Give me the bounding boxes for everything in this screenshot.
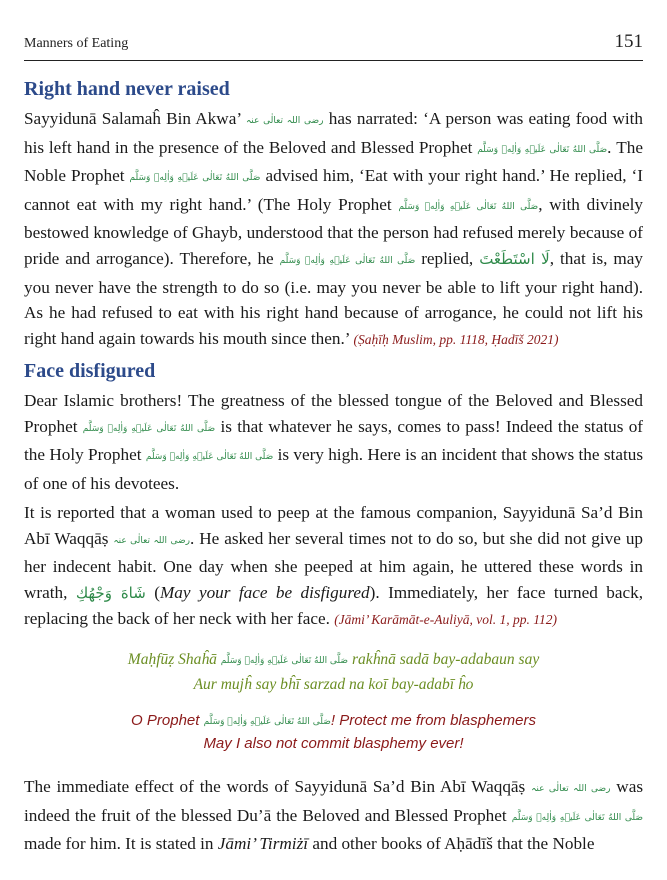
poem-line: Aur mujĥ say bĥī sarzad na koī bay-adabī ĥo [193, 676, 474, 693]
arabic-reply: لَا اسْتَطَعْتَ [479, 249, 550, 268]
poem-line: Maḥfūẓ Shaĥā صَلَّی اللهُ تَعَالٰی عَلَیۡهِ وَاٰلِهٖ وَسَلَّم rakĥnā sadā bay-adabaun say [127, 651, 540, 668]
sallallah-honorific: صَلَّی اللهُ تَعَالٰی عَلَیۡهِ وَاٰلِهٖ وَسَلَّم [279, 255, 416, 266]
citation: (Jāmi’ Karāmāt-e-Auliyā, vol. 1, pp. 112) [334, 612, 558, 628]
radiyallah-honorific: رضی اللہ تعالٰی عنہ [531, 784, 611, 794]
page-number: 151 [614, 31, 643, 52]
sallallah-honorific: صَلَّی اللهُ تَعَالٰی عَلَیۡهِ وَاٰلِهٖ وَسَلَّم [129, 173, 261, 184]
sallallah-honorific: صَلَّی اللهُ تَعَالٰی عَلَیۡهِ وَاٰلِهٖ وَسَلَّم [398, 201, 539, 212]
sallallah-honorific: صَلَّی اللهُ تَعَالٰی عَلَیۡهِ وَاٰلِهٖ وَسَلَّم [203, 717, 331, 727]
section-heading-face-disfigured: Face disfigured [24, 360, 156, 382]
page-header [24, 28, 643, 61]
radiyallah-honorific: رضی اللہ تعالٰی عنہ [113, 535, 190, 546]
paragraph-woman-peeping: It is reported that a woman used to peep at the famous companion, Sayyidunā Sa’d Bin Abī Waqqāṣ رضی اللہ تعالٰی عنہ. He asked her several times not to do so, but she did not give up her indecent habit. One day when she peeped at him again, he uttered these words in wrath, شَاهَ وَجْهُكِ (May your face be disfigured). Immediately, her face turned back, replacing the back of her neck with her face. (Jāmi’ Karāmāt-e-Auliyā, vol. 1, pp. 112) [24, 503, 644, 629]
poem-translation [24, 710, 643, 754]
arabic-words: شَاهَ وَجْهُكِ [75, 583, 146, 602]
paragraph-immediate-effect: The immediate effect of the words of Sayyidunā Sa’d Bin Abī Waqqāṣ رضی اللہ تعالٰی عنہ was indeed the fruit of the blessed Du’ā the Beloved and Blessed Prophet صَلَّی اللهُ تَعَالٰی عَلَیۡهِ وَاٰلِهٖ وَسَلَّم made for him. It is stated in Jāmi’ Tirmiżī and other books of Aḥādīš that the Noble [24, 777, 644, 854]
poem-urdu [24, 648, 643, 697]
radiyallah-honorific: رضی اللہ تعالٰی عنہ [245, 116, 324, 126]
paragraph-dear-brothers: Dear Islamic brothers! The greatness of the blessed tongue of the Beloved and Blessed Prophet صَلَّی اللهُ تَعَالٰی عَلَیۡهِ وَاٰلِهٖ وَسَلَّم is that whatever he says, comes to pass! Indeed the status of the Holy Prophet صَلَّی اللهُ تَعَالٰی عَلَیۡهِ وَاٰلِهٖ وَسَلَّم is very high. Here is an incident that shows the status of one of his devotees. [24, 391, 644, 493]
poem-line: O Prophet صَلَّی اللهُ تَعَالٰی عَلَیۡهِ وَاٰلِهٖ وَسَلَّم! Protect me from blasphemers [131, 712, 536, 729]
section-heading-right-hand: Right hand never raised [24, 78, 230, 100]
sallallah-honorific: صَلَّی اللهُ تَعَالٰی عَلَیۡهِ وَاٰلِهٖ وَسَلَّم [145, 452, 274, 463]
poem-line: May I also not commit blasphemy ever! [203, 735, 464, 752]
sallallah-honorific: صَلَّی اللهُ تَعَالٰی عَلَیۡهِ وَاٰلِهٖ وَسَلَّم [511, 812, 643, 823]
sallallah-honorific: صَلَّی اللهُ تَعَالٰی عَلَیۡهِ وَاٰلِهٖ وَسَلَّم [477, 144, 608, 155]
sallallah-honorific: صَلَّی اللهُ تَعَالٰی عَلَیۡهِ وَاٰلِهٖ وَسَلَّم [220, 656, 349, 666]
paragraph-right-hand: Sayyidunā Salamaĥ Bin Akwa’ رضی اللہ تعالٰی عنہ has narrated: ‘A person was eating food with his left hand in the presence of the Beloved and Blessed Prophet صَلَّی اللهُ تَعَالٰی عَلَیۡهِ وَاٰلِهٖ وَسَلَّم. The Noble Prophet صَلَّی اللهُ تَعَالٰی عَلَیۡهِ وَاٰلِهٖ وَسَلَّم advised him, ‘Eat with your right hand.’ He replied, ‘I cannot eat with my right hand.’ (The Holy Prophet صَلَّی اللهُ تَعَالٰی عَلَیۡهِ وَاٰلِهٖ وَسَلَّم, with divinely bestowed knowledge of Ghayb, understood that the person had refused merely because of pride and arrogance). Therefore, he صَلَّی اللهُ تَعَالٰی عَلَیۡهِ وَاٰلِهٖ وَسَلَّم replied, لَا اسْتَطَعْتَ, that is, may you never have the strength to do so (i.e. may you never be able to lift your right hand). As he had refused to eat with his right hand because of arrogance, he could not lift his right hand again towards his mouth since then.’ (Ṣaḥīḥ Muslim, pp. 1118, Ḥadīš 2021) [24, 109, 644, 348]
sallallah-honorific: صَلَّی اللهُ تَعَالٰی عَلَیۡهِ وَاٰلِهٖ وَسَلَّم [82, 423, 216, 434]
running-title: Manners of Eating [24, 36, 129, 51]
citation: (Ṣaḥīḥ Muslim, pp. 1118, Ḥadīš 2021) [353, 331, 559, 347]
